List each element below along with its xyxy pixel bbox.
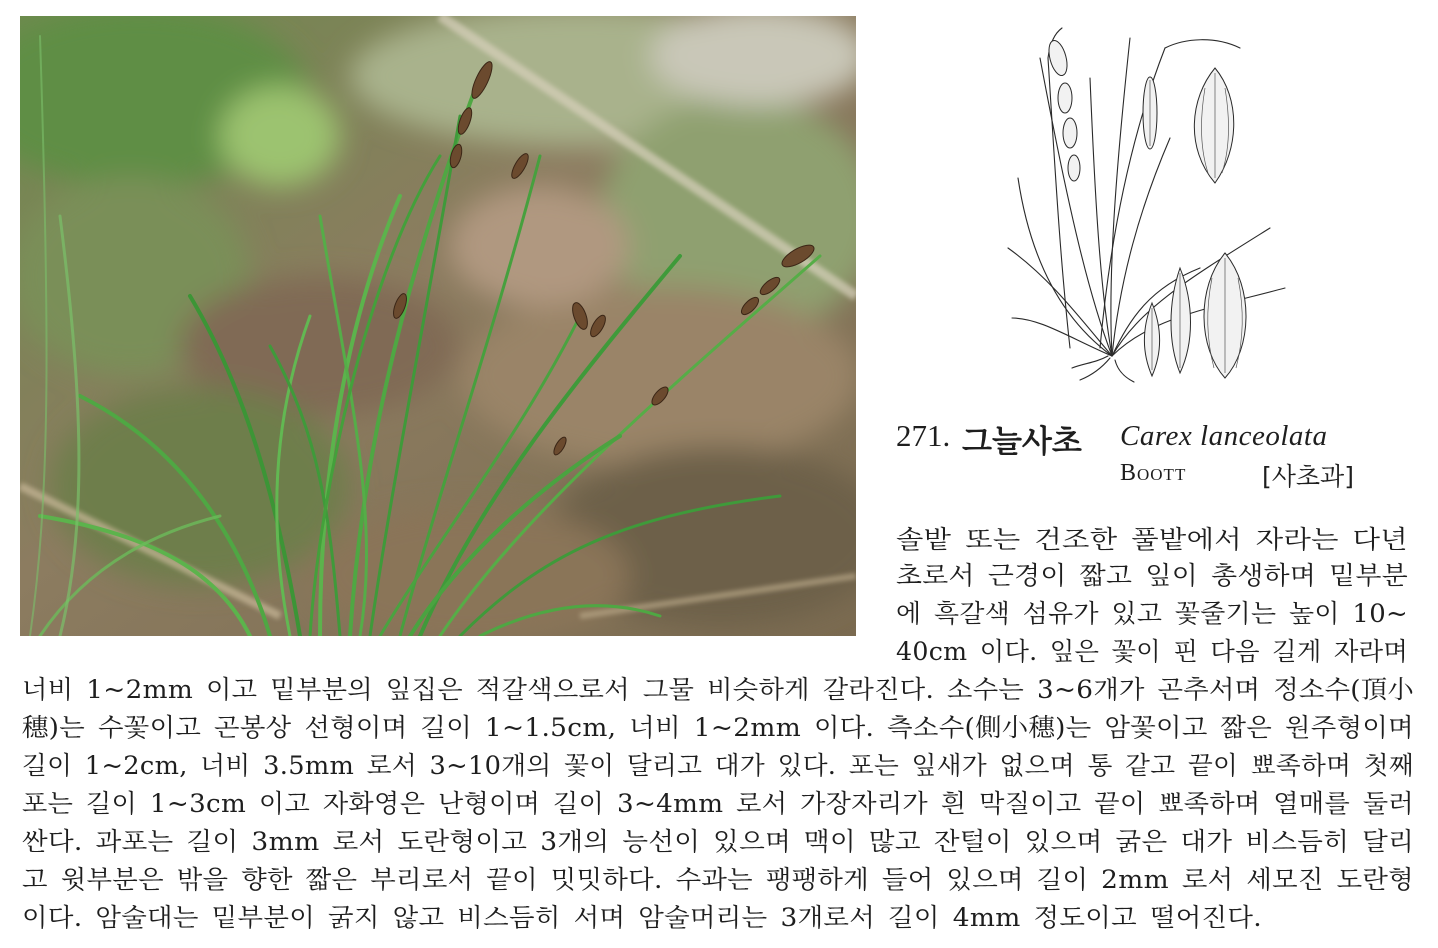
description-line: 에 흑갈색 섬유가 있고 꽃줄기는 높이 10~ bbox=[896, 599, 1409, 628]
family-name: [사초과] bbox=[1262, 462, 1354, 491]
description-line: 이다. 암술대는 밑부분이 굵지 않고 비스듬히 서며 암술머리는 3개로서 길이 4mm 정도이고 떨어진다. bbox=[22, 903, 1262, 932]
scientific-name: Carex lanceolata bbox=[1120, 420, 1328, 452]
botanical-illustration bbox=[1000, 18, 1290, 386]
description-line: 40cm 이다. 잎은 꽃이 핀 다음 길게 자라며 bbox=[896, 637, 1409, 666]
description-line: 穗)는 수꽃이고 곤봉상 선형이며 길이 1~1.5cm, 너비 1~2mm 이다. 측소수(側小穗)는 암꽃이고 짧은 원주형이며 bbox=[22, 713, 1414, 742]
description-line: 초로서 근경이 짧고 잎이 총생하며 밑부분 bbox=[896, 561, 1408, 590]
description-line: 고 윗부분은 밖을 향한 짧은 부리로서 끝이 밋밋하다. 수과는 팽팽하게 들어 있으며 길이 2mm 로서 세모진 도란형 bbox=[22, 865, 1414, 894]
description-line: 길이 1~2cm, 너비 3.5mm 로서 3~10개의 꽃이 달리고 대가 있다. 포는 잎새가 없으며 통 같고 끝이 뾰족하며 첫째 bbox=[22, 751, 1415, 780]
description-line: 싼다. 과포는 길이 3mm 로서 도란형이고 3개의 능선이 있으며 맥이 많고 잔털이 있으며 굵은 대가 비스듬히 달리 bbox=[22, 827, 1415, 856]
author-name: Boott bbox=[1120, 460, 1187, 486]
description-line: 너비 1~2mm 이고 밑부분의 잎집은 적갈색으로서 그물 비슷하게 갈라진다. 소수는 3~6개가 곤추서며 정소수(頂小 bbox=[22, 675, 1415, 704]
description-line: 솔밭 또는 건조한 풀밭에서 자라는 다년 bbox=[896, 525, 1408, 554]
entry-number: 271. bbox=[896, 418, 951, 453]
description-line: 포는 길이 1~3cm 이고 자화영은 난형이며 길이 3~4mm 로서 가장자리가 흰 막질이고 끝이 뾰족하며 열매를 둘러 bbox=[22, 789, 1414, 818]
plant-photo bbox=[20, 16, 856, 636]
korean-name: 그늘사초 bbox=[962, 424, 1082, 460]
